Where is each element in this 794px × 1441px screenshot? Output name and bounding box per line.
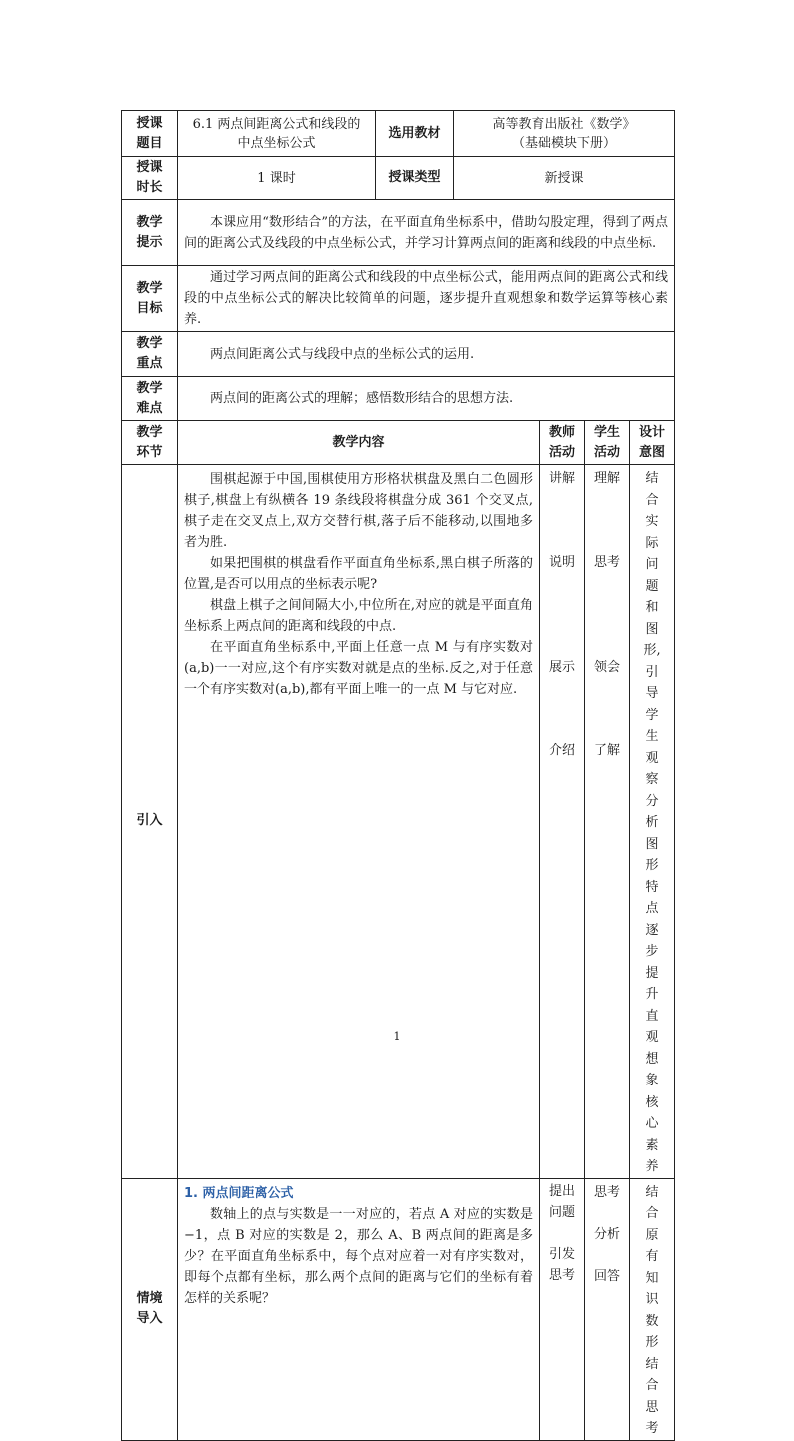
student-activity-item: 了解	[593, 743, 620, 758]
teacher-activity-item: 提出 问题	[548, 1183, 575, 1220]
design-intent-char: 实	[645, 514, 659, 529]
textbook-label: 选用教材	[376, 111, 454, 157]
intro-row	[122, 465, 675, 1179]
teacher-activity-item: 讲解	[548, 471, 575, 486]
design-intent-char: 形,	[643, 643, 661, 658]
design-intent-char: 合	[645, 492, 659, 508]
intro-student-activity	[585, 465, 630, 1179]
design-intent-char: 导	[645, 686, 659, 701]
col-teacher: 教师 活动	[540, 421, 585, 465]
design-intent-char: 析	[645, 815, 659, 830]
design-intent-char: 合	[645, 1378, 659, 1393]
key-row	[122, 332, 675, 377]
design-intent-char: 步	[645, 944, 659, 959]
design-intent-char: 特	[645, 879, 659, 895]
teacher-activity-item: 展示	[548, 660, 575, 675]
situation-student-activity	[585, 1178, 630, 1440]
difficult-row	[122, 377, 675, 421]
tip-text: 本课应用“数形结合”的方法，在平面直角坐标系中，借助勾股定理，得到了两点间的距离公式及线段的中点坐标公式，并学习计算两点间的距离和线段的中点坐标.	[178, 200, 675, 266]
col-stage: 教学 环节	[122, 421, 178, 465]
student-activity-item: 思考	[593, 555, 620, 570]
situation-content	[178, 1178, 540, 1440]
lesson-plan-table	[121, 110, 675, 1441]
design-intent-char: 分	[645, 793, 659, 809]
tip-label: 教学 提示	[122, 200, 178, 266]
design-intent-char: 图	[645, 836, 659, 852]
design-intent-char: 逐	[645, 922, 659, 938]
duration-value: 1 课时	[178, 157, 376, 200]
intro-paragraph: 棋盘上棋子之间间隔大小,中位所在,对应的就是平面直角坐标系上两点间的距离和线段的中点.	[184, 598, 533, 634]
design-intent-char: 考	[645, 1421, 659, 1436]
tip-row	[122, 200, 675, 266]
design-intent-char: 学	[645, 707, 659, 723]
design-intent-char: 合	[645, 1206, 659, 1221]
difficult-text: 两点间的距离公式的理解；感悟数形结合的思想方法.	[178, 377, 675, 421]
key-label: 教学 重点	[122, 332, 178, 377]
teacher-activity-item: 介绍	[548, 743, 575, 758]
design-intent-char: 有	[645, 1249, 659, 1264]
intro-design-intent	[630, 465, 675, 1179]
design-intent-char: 知	[645, 1270, 659, 1286]
design-intent-char: 际	[645, 535, 659, 551]
intro-content	[178, 465, 540, 1179]
goal-text: 通过学习两点间的距离公式和线段的中点坐标公式，能用两点间的距离公式和线段的中点坐标公式的解决比较简单的问题，逐步提升直观想象和数学运算等核心素养.	[178, 266, 675, 332]
situation-teacher-activity	[540, 1178, 585, 1440]
design-intent-char: 心	[645, 1116, 659, 1131]
design-intent-char: 和	[645, 600, 659, 615]
student-activity-item: 领会	[593, 660, 620, 675]
intro-paragraph: 如果把围棋的棋盘看作平面直角坐标系,黑白棋子所落的位置,是否可以用点的坐标表示呢?	[184, 556, 533, 592]
design-intent-char: 结	[645, 1184, 659, 1200]
teacher-activity-item: 说明	[548, 555, 575, 570]
topic-label: 授课 题目	[122, 111, 178, 157]
teacher-activity-item: 引发 思考	[548, 1246, 575, 1283]
design-intent-char: 升	[645, 987, 659, 1002]
design-intent-char: 生	[645, 729, 659, 744]
design-intent-char: 观	[645, 750, 659, 766]
duration-row	[122, 157, 675, 200]
duration-label: 授课 时长	[122, 157, 178, 200]
design-intent-char: 核	[645, 1094, 659, 1110]
situation-design-intent	[630, 1178, 675, 1440]
design-intent-char: 象	[645, 1073, 659, 1088]
type-label: 授课类型	[376, 157, 454, 200]
situation-row	[122, 1178, 675, 1440]
design-intent-char: 提	[645, 965, 659, 981]
design-intent-char: 问	[645, 557, 659, 572]
type-value: 新授课	[454, 157, 675, 200]
design-intent-char: 观	[645, 1030, 659, 1045]
section-title: 1. 两点间距离公式	[184, 1185, 294, 1201]
col-content: 教学内容	[178, 421, 540, 465]
student-activity-item: 理解	[593, 471, 620, 486]
design-intent-char: 形	[645, 858, 659, 873]
design-intent-char: 结	[645, 1356, 659, 1372]
design-intent-char: 引	[645, 664, 659, 680]
difficult-label: 教学 难点	[122, 377, 178, 421]
page-number: 1	[393, 1030, 401, 1043]
topic-value: 6.1 两点间距离公式和线段的中点坐标公式	[178, 111, 376, 157]
student-activity-item: 回答	[593, 1268, 620, 1284]
design-intent-char: 识	[645, 1292, 659, 1307]
intro-paragraph: 围棋起源于中国,围棋使用方形格状棋盘及黑白二色圆形棋子,棋盘上有纵横各 19 条线段将棋盘分成 361 个交叉点,棋子走在交叉点上,双方交替行棋,落子后不能移动,以围地多者为胜.	[184, 472, 533, 550]
design-intent-char: 数	[645, 1313, 659, 1329]
goal-label: 教学 目标	[122, 266, 178, 332]
design-intent-char: 直	[645, 1008, 659, 1024]
col-student: 学生 活动	[585, 421, 630, 465]
design-intent-char: 素	[645, 1137, 659, 1153]
design-intent-char: 图	[645, 621, 659, 637]
key-text: 两点间距离公式与线段中点的坐标公式的运用.	[178, 332, 675, 377]
design-intent-char: 题	[645, 578, 659, 594]
design-intent-char: 结	[645, 471, 659, 486]
intro-teacher-activity	[540, 465, 585, 1179]
intro-paragraph: 在平面直角坐标系中,平面上任意一点 M 与有序实数对(a,b)一一对应,这个有序实数对就是点的坐标.反之,对于任意一个有序实数对(a,b),都有平面上唯一的一点 M 与它对应.	[184, 640, 533, 697]
student-activity-item: 思考	[593, 1184, 620, 1200]
situation-paragraph: 数轴上的点与实数是一一对应的，若点 A 对应的实数是−1，点 B 对应的实数是 2，那么 A、B 两点间的距离是多少？在平面直角坐标系中，每个点对应着一对有序实数对，即每个点都有坐标，那么两个点间的距离与它们的坐标有着怎样的关系呢？	[184, 1206, 533, 1306]
design-intent-char: 原	[645, 1227, 659, 1243]
design-intent-char: 思	[645, 1399, 659, 1415]
intro-stage: 引入	[122, 465, 178, 1179]
topic-row	[122, 111, 675, 157]
situation-stage: 情境 导入	[122, 1178, 178, 1440]
design-intent-char: 养	[645, 1159, 659, 1174]
goal-row	[122, 266, 675, 332]
column-header-row	[122, 421, 675, 465]
design-intent-char: 想	[645, 1051, 659, 1067]
textbook-value: 高等教育出版社《数学》 （基础模块下册）	[454, 111, 675, 157]
design-intent-char: 察	[645, 772, 659, 787]
col-design: 设计 意图	[630, 421, 675, 465]
design-intent-char: 形	[645, 1335, 659, 1350]
design-intent-char: 点	[645, 901, 659, 916]
student-activity-item: 分析	[593, 1226, 620, 1242]
